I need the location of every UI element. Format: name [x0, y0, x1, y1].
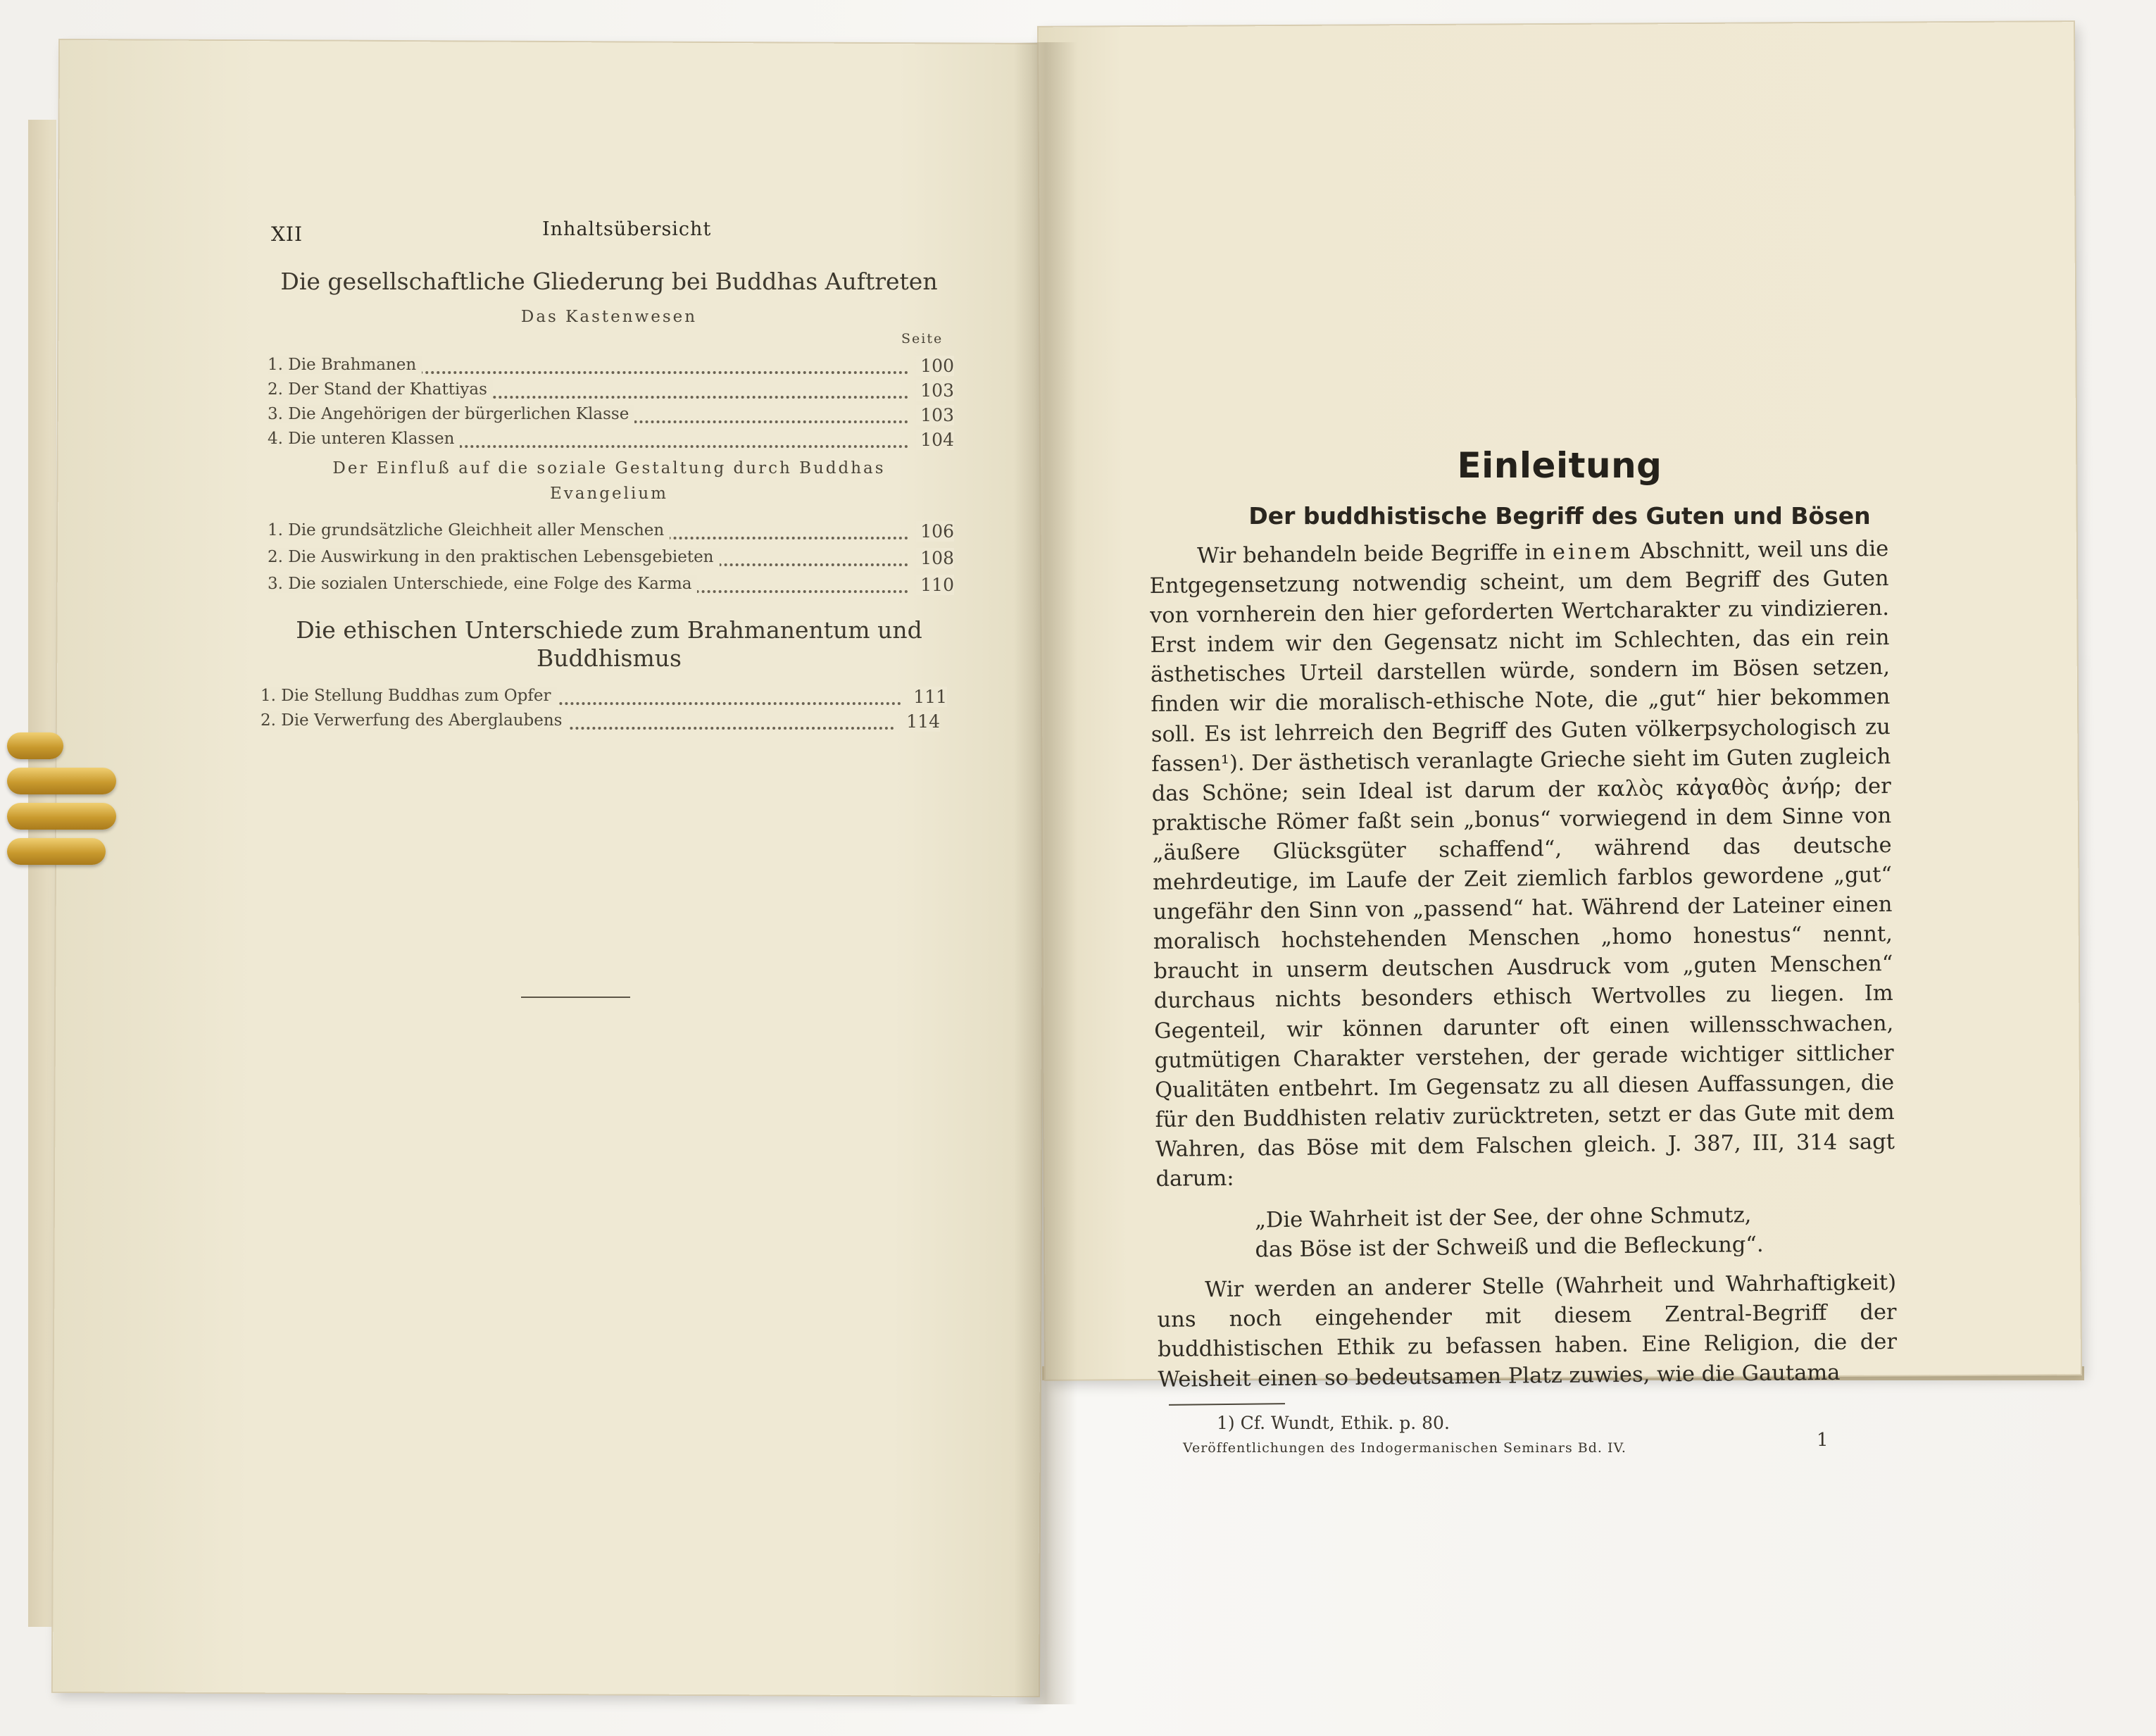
- binder-clip-icon: [0, 732, 123, 880]
- body-text: [1149, 535, 1898, 1395]
- clip-arm: [7, 803, 116, 830]
- toc-entry-page: 106: [916, 521, 954, 542]
- chapter-subtitle: Der buddhistische Begriff des Guten und Bösen: [1248, 502, 1871, 530]
- clip-arm: [7, 838, 106, 865]
- toc-entry[interactable]: [268, 430, 954, 451]
- toc-entry-page: 110: [916, 575, 954, 595]
- toc-entry-page: 108: [916, 548, 954, 568]
- clip-arm: [7, 732, 63, 759]
- paragraph-text: Abschnitt, weil uns die Entgegensetzung notwendig scheint, um dem Begriff des Guten von vornherein den hier geforderten Wertcharakter zu vindizieren. Erst indem wir den Gegensatz nicht im Schlechten, das ein rein ästhetisches Urteil darstellen würde, sondern im Bösen setzen, finden wir die moralisch-ethische Note, die „gut“ hier bekommen soll. Es ist lehrreich den Begriff des Guten völkerpsychologisch zu fassen¹). Der ästhetisch veranlagte Grieche sieht im Guten zugleich das Schöne; sein Ideal ist darum der καλὸς κἀγαθὸς ἀνήρ; der praktische Römer faßt sein „bonus“ vorwiegend in dem Sinne von „äußere Glücksgüter schaffend“, während das deutsche mehrdeutige, im Laufe der Zeit ziemlich farblos gewordene „gut“ ungefähr den Sinn von „passend“ hat. Während der Lateiner einen moralisch hochstehenden Menschen „homo honestus“ nennt, braucht in unserm deutschen Ausdruck vom „guten Menschen“ durchaus nichts besonders ethisch Wertvolles zu liegen. Im Gegenteil, wir können darunter oft einen willensschwachen, gutmütigen Charakter verstehen, der gerade wichtiger sittlicher Qualitäten entbehrt. Im Gegensatz zu all diesen Auffassungen, die für den Buddhisten relativ zurücktreten, setzt er das Gute mit dem Wahren, das Böse mit dem Falschen gleich. J. 387, III, 314 sagt darum:: [1149, 537, 1895, 1192]
- toc-entry-page: 104: [916, 430, 954, 450]
- left-page-number: XII: [271, 223, 303, 246]
- toc-section-subtitle: Der Einfluß auf die soziale Gestaltung durch Buddhas: [332, 459, 886, 477]
- toc-entry-page: 100: [916, 356, 954, 376]
- end-rule: [521, 997, 630, 998]
- footnote: 1) Cf. Wundt, Ethik. p. 80.: [1217, 1413, 1450, 1433]
- toc-entry-label: 3. Die Angehörigen der bürgerlichen Klasse: [268, 405, 634, 423]
- toc-entry-label: 3. Die sozialen Unterschiede, eine Folge des Karma: [268, 575, 697, 593]
- toc-entry-label: 2. Die Verwerfung des Aberglaubens: [261, 711, 568, 730]
- toc-entry-label: 2. Die Auswirkung in den praktischen Lebensgebieten: [268, 548, 720, 566]
- clip-arm: [7, 768, 116, 794]
- seite-column-header: Seite: [901, 331, 944, 346]
- quote-line: „Die Wahrheit ist der See, der ohne Schmutz,: [1254, 1203, 1752, 1233]
- imprint-line: Veröffentlichungen des Indogermanischen Seminars Bd. IV.: [1183, 1440, 1627, 1456]
- toc-entry[interactable]: [268, 521, 954, 542]
- paragraph: [1149, 535, 1895, 1194]
- toc-section-subtitle: Evangelium: [550, 485, 668, 503]
- book-spine-shadow: [1014, 42, 1077, 1704]
- toc-entry[interactable]: [268, 548, 954, 569]
- toc-section-title: Buddhismus: [537, 644, 682, 672]
- toc-entry-label: 2. Der Stand der Khattiyas: [268, 380, 493, 399]
- toc-entry[interactable]: [268, 356, 954, 377]
- toc-entry[interactable]: [268, 380, 954, 401]
- toc-entry[interactable]: [268, 575, 954, 596]
- chapter-title: Einleitung: [1457, 445, 1662, 486]
- toc-entry-page: 111: [909, 687, 947, 707]
- toc-entry-label: 1. Die Brahmanen: [268, 356, 422, 374]
- toc-section-title: Die ethischen Unterschiede zum Brahmanentum und: [296, 616, 922, 644]
- paragraph-text: Wir behandeln beide Begriffe in: [1197, 540, 1553, 569]
- toc-entry[interactable]: [261, 711, 940, 732]
- toc-entry[interactable]: [261, 687, 947, 708]
- block-quote: [1255, 1199, 1896, 1266]
- toc-entry[interactable]: [268, 405, 954, 426]
- toc-entry-label: 4. Die unteren Klassen: [268, 430, 460, 448]
- right-page-number: 1: [1817, 1430, 1829, 1451]
- toc-section-subtitle: Das Kastenwesen: [520, 308, 698, 326]
- paragraph: Wir werden an anderer Stelle (Wahrheit und Wahrhaftigkeit) uns noch eingehender mit diesem Zentral-Begriff der buddhistischen Ethik zu befassen haben. Eine Religion, die der Weisheit einen so bedeutsamen Platz zuwies, wie die Gautama: [1157, 1270, 1898, 1392]
- running-title: Inhaltsübersicht: [542, 218, 712, 240]
- quote-line: das Böse ist der Schweiß und die Befleckung“.: [1255, 1232, 1764, 1263]
- toc-entry-label: 1. Die Stellung Buddhas zum Opfer: [261, 687, 557, 705]
- toc-entry-page: 114: [902, 711, 940, 732]
- toc-entry-page: 103: [916, 405, 954, 425]
- toc-entry-page: 103: [916, 380, 954, 401]
- toc-entry-label: 1. Die grundsätzliche Gleichheit aller Menschen: [268, 521, 670, 539]
- toc-section-title: Die gesellschaftliche Gliederung bei Buddhas Auftreten: [280, 268, 938, 295]
- spaced-emphasis: einem: [1552, 539, 1634, 566]
